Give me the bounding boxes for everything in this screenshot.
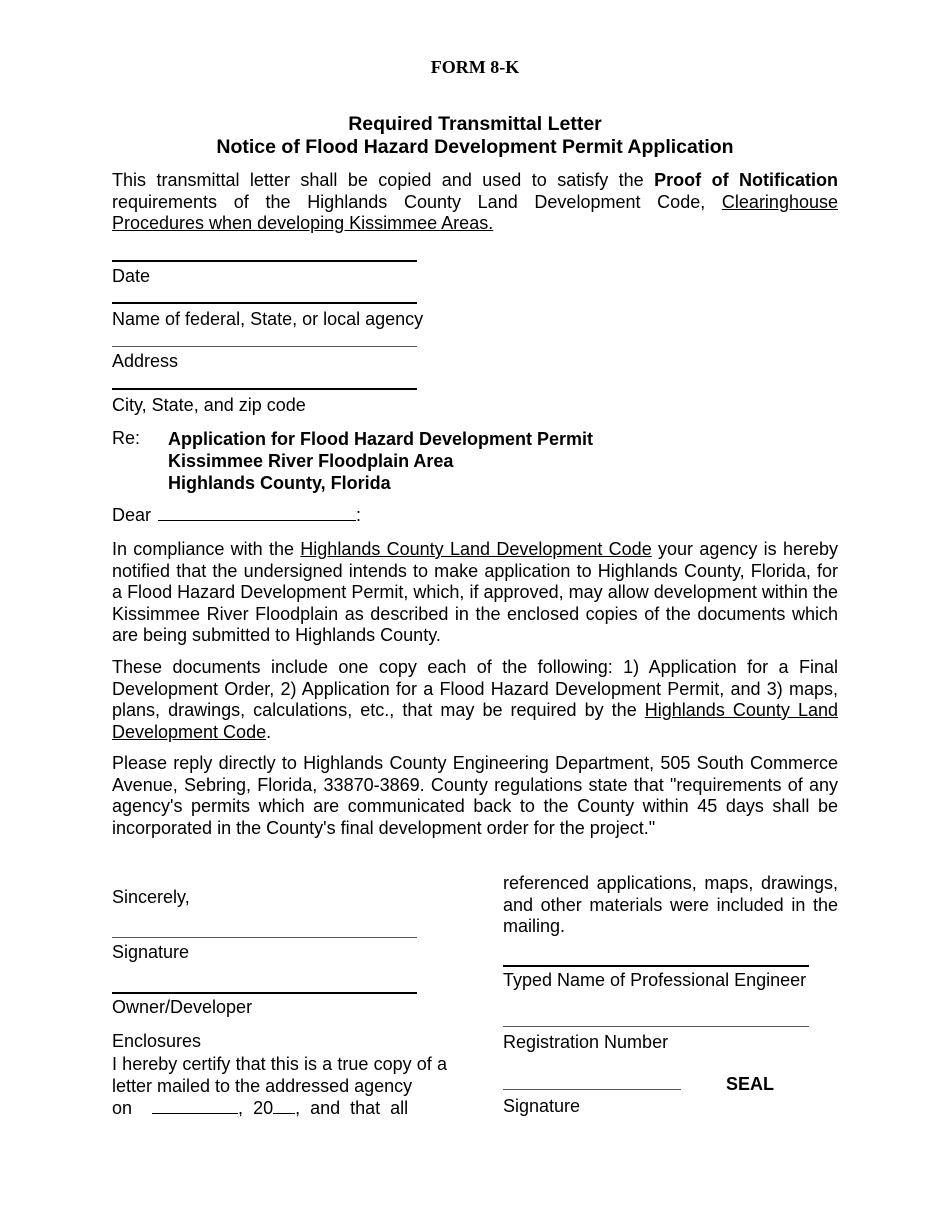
address-label: Address: [112, 351, 179, 371]
body-paragraph-1: [112, 539, 838, 647]
re-subject: [168, 428, 593, 494]
body-paragraph-2: [112, 657, 838, 743]
enclosures-label: Enclosures: [112, 1031, 202, 1051]
certify-text: I hereby certify that this is a true copy of a letter mailed to the addressed agency: [112, 1054, 447, 1096]
date-label: Date: [112, 266, 151, 286]
para1-text-b: your agency is hereby notified that the undersigned intends to make application to Highlands County, Florida, for a Flood Hazard Development Permit, which, if approved, may allow development within the Kissimmee River Floodplain as described in the enclosed copies of the documents which are being submitted to Highlands County.: [112, 539, 839, 645]
mail-date-blank[interactable]: [152, 1099, 238, 1114]
certification-text: [112, 1053, 447, 1097]
re-line-1: Application for Flood Hazard Development Permit: [168, 429, 594, 449]
registration-line[interactable]: [503, 1026, 809, 1027]
engineer-signature-line[interactable]: [503, 1089, 681, 1090]
owner-label: Owner/Developer: [112, 997, 253, 1017]
engineer-signature-label: Signature: [503, 1096, 581, 1116]
address-line[interactable]: [112, 346, 417, 347]
signature-line[interactable]: [112, 937, 417, 938]
seal-label: SEAL: [726, 1074, 775, 1094]
dear-label: Dear: [112, 505, 152, 525]
certify-tail: , and that all: [295, 1098, 409, 1118]
para2-text-a: These documents include one copy each of the following: 1) Application for a Final Development Order, 2) Application for a Flood Hazard Development Permit, and 3) maps, plans, drawings, calculations, etc., that may be required by the: [112, 657, 838, 720]
dear-blank[interactable]: [158, 506, 356, 521]
para1-text-a: In compliance with the: [112, 539, 301, 559]
form-subtitle: Notice of Flood Hazard Development Permit Application: [216, 136, 734, 158]
sincerely: Sincerely,: [112, 887, 190, 907]
signature-label: Signature: [112, 942, 190, 962]
year-prefix: 20: [253, 1098, 274, 1118]
para2-text-b: .: [266, 721, 272, 742]
owner-line[interactable]: [112, 992, 417, 994]
dear-colon: :: [356, 505, 362, 525]
para1-code-ref: Highlands County Land Development Code: [300, 539, 652, 559]
agency-line[interactable]: [112, 302, 417, 304]
intro-paragraph: [112, 170, 838, 235]
para2-code-ref: Highlands County Land Development Code: [112, 700, 838, 742]
typed-name-line[interactable]: [503, 965, 809, 967]
registration-label: Registration Number: [503, 1032, 669, 1052]
re-label: Re:: [112, 428, 141, 448]
body-paragraph-3: Please reply directly to Highlands County Engineering Department, 505 South Commerce Avenue, Sebring, Florida, 33870-3869. County regulations state that "requirements of any agency's permits which are communicated back to the County within 45 days shall be incorporated in the County's final development order for the project.": [112, 753, 838, 838]
proof-of-notification: Proof of Notification: [654, 170, 839, 190]
date-comma: ,: [238, 1098, 244, 1118]
on-label: on: [112, 1098, 133, 1118]
salutation: [112, 505, 361, 526]
typed-name-label: Typed Name of Professional Engineer: [503, 970, 807, 990]
city-label: City, State, and zip code: [112, 395, 306, 415]
date-line[interactable]: [112, 260, 417, 262]
clearinghouse-procedures-link: Clearinghouse Procedures when developing Kissimmee Areas.: [112, 191, 838, 233]
agency-label: Name of federal, State, or local agency: [112, 309, 424, 329]
year-blank[interactable]: [273, 1099, 295, 1114]
form-title: Required Transmittal Letter: [348, 113, 602, 135]
certification-date-line: [112, 1097, 447, 1119]
city-line[interactable]: [112, 388, 417, 390]
intro-text: This transmittal letter shall be copied and used to satisfy the: [112, 170, 655, 190]
form-number: FORM 8-K: [430, 57, 520, 77]
re-line-3: Highlands County, Florida: [168, 473, 391, 493]
intro-text-2: requirements of the Highlands County Land Development Code,: [112, 191, 722, 212]
right-continuation: referenced applications, maps, drawings, and other materials were included in the mailing.: [503, 873, 838, 936]
re-line-2: Kissimmee River Floodplain Area: [168, 451, 454, 471]
